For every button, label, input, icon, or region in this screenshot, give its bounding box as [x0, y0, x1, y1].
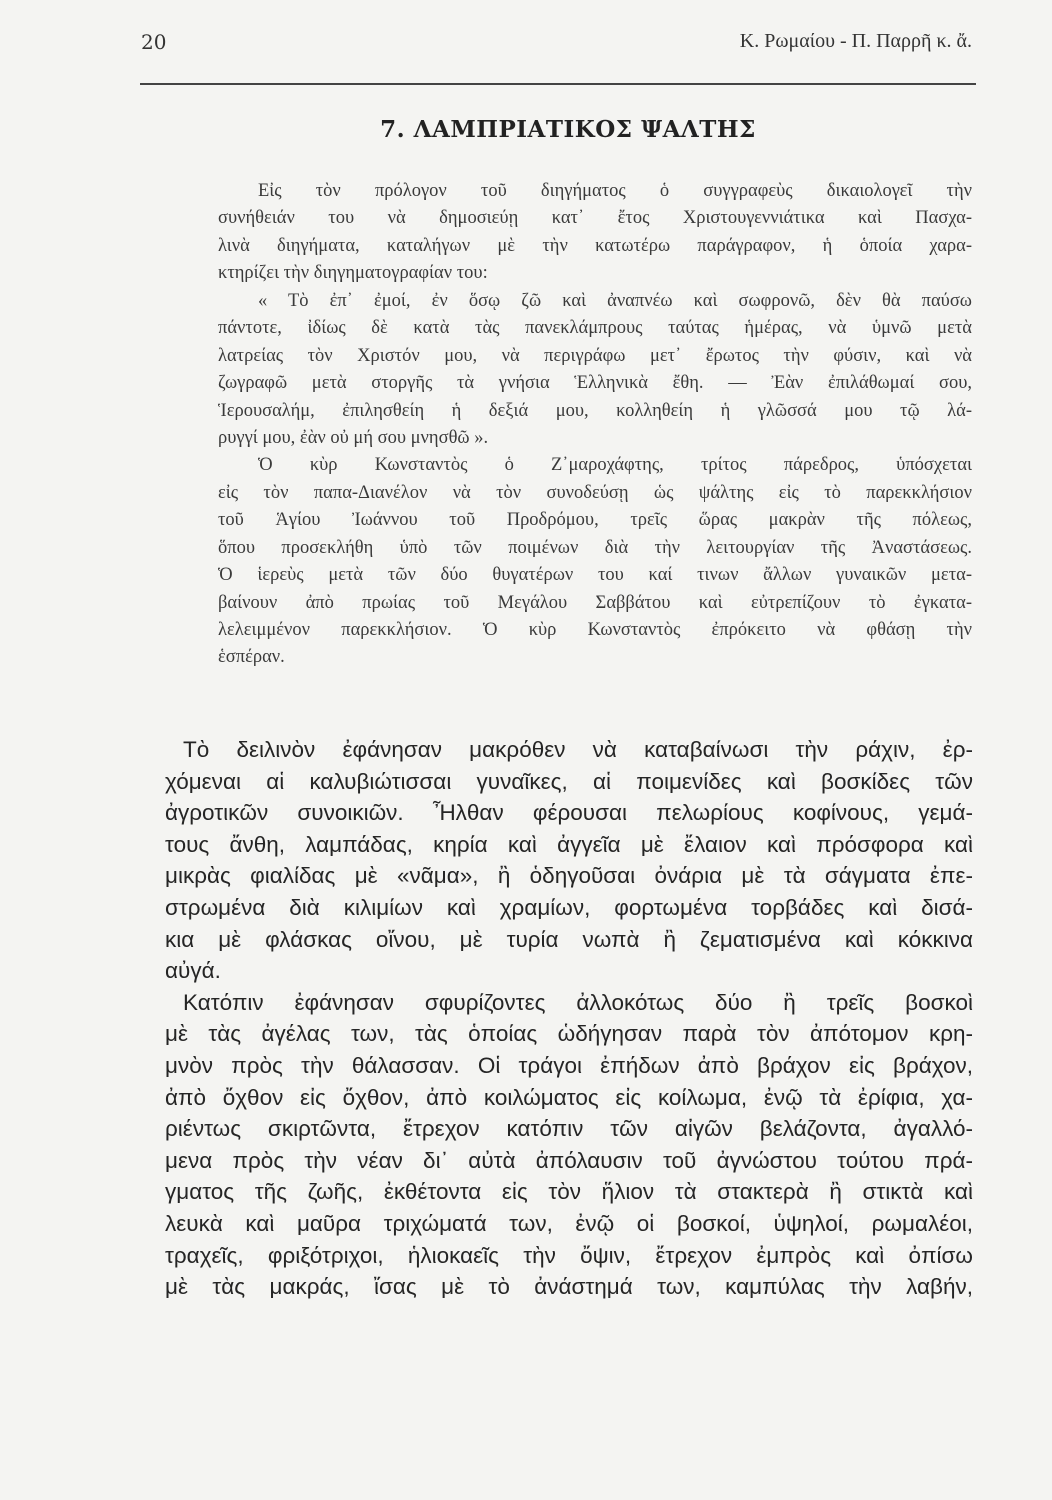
text-line: τραχεῖς, φριξότριχοι, ἡλιοκαεῖς τὴν ὄψιν, ἔτρεχον ἐμπρὸς καὶ ὀπίσω [165, 1242, 973, 1268]
paragraph [218, 178, 972, 288]
text-line: μνὸν πρὸς τὴν θάλασσαν. Οἱ τράγοι ἐπήδων ἀπὸ βράχον εἰς βράχον, [165, 1052, 973, 1078]
page-number: 20 [141, 30, 167, 54]
text-line: Ὁ ἱερεὺς μετὰ τῶν δύο θυγατέρων του καί τινων ἄλλων γυναικῶν μετα- [218, 565, 972, 586]
text-line: « Τὸ ἐπ᾽ ἐμοί, ἐν ὅσῳ ζῶ καὶ ἀναπνέω καὶ σωφρονῶ, δὲν θὰ παύσω [258, 290, 972, 311]
text-line: χόμεναι αἱ καλυβιώτισσαι γυναῖκες, αἱ ποιμενίδες καὶ βοσκίδες τῶν [165, 768, 973, 794]
text-line: λελειμμένον παρεκκλήσιον. Ὁ κὺρ Κωνσταντὸς ἐπρόκειτο νὰ φθάσῃ τὴν [218, 620, 972, 640]
text-line: τους ἄνθη, λαμπάδας, κηρία καὶ ἀγγεῖα μὲ ἔλαιον καὶ πρόσφορα καὶ [165, 831, 973, 857]
text-line: τοῦ Ἁγίου Ἰωάννου τοῦ Προδρόμου, τρεῖς ὥρας μακρὰν τῆς πόλεως, [218, 510, 972, 531]
text-line: Ἱερουσαλήμ, ἐπιλησθείη ἡ δεξιά μου, κολληθείη ἡ γλῶσσά μου τῷ λά- [218, 400, 972, 421]
text-line: Τὸ δειλινὸν ἐφάνησαν μακρόθεν νὰ καταβαίνωσι τὴν ράχιν, ἐρ- [183, 737, 973, 762]
text-line: γματος τῆς ζωῆς, ἐκθέτοντα εἰς τὸν ἥλιον τὰ στακτερὰ ἢ στικτὰ καὶ [165, 1179, 973, 1205]
text-line: κτηρίζει τὴν διηγηματογραφίαν του: [218, 263, 488, 284]
chapter-title: 7. ΛΑΜΠΡΙΑΤΙΚΟΣ ΨΑΛΤΗΣ [380, 116, 756, 143]
text-line: Κατόπιν ἐφάνησαν σφυρίζοντες ἀλλοκότως δύο ἢ τρεῖς βοσκοὶ [183, 989, 973, 1015]
text-line: αὐγά. [165, 958, 221, 984]
text-line: λατρείας τὸν Χριστόν μου, νὰ περιγράφω μετ᾽ ἔρωτος τὴν φύσιν, καὶ νὰ [218, 345, 972, 366]
intro-summary-section [218, 178, 972, 672]
text-line: ἀγροτικῶν συνοικιῶν. Ἦλθαν φέρουσαι πελωρίους κοφίνους, γεμά- [165, 800, 973, 826]
running-header-authors: Κ. Ρωμαίου - Π. Παρρῆ κ. ἄ. [739, 30, 972, 52]
text-line: εἰς τὸν παπα-Διανέλον νὰ τὸν συνοδεύσῃ ὡς ψάλτης εἰς τὸ παρεκκλήσιον [218, 482, 972, 503]
text-line: βαίνουν ἀπὸ πρωίας τοῦ Μεγάλου Σαββάτου καὶ εὐτρεπίζουν τὸ ἐγκατα- [218, 592, 972, 613]
paragraph [218, 452, 972, 672]
text-line: λινὰ διηγήματα, καταλήγων μὲ τὴν κατωτέρω παράγραφον, ἡ ὁποία χαρα- [218, 235, 972, 256]
text-line: πάντοτε, ἰδίως δὲ κατὰ τὰς πανεκλάμπρους ταύτας ἡμέρας, νὰ ὑμνῶ μετὰ [218, 318, 972, 339]
text-line: συνήθειάν του νὰ δημοσιεύῃ κατ᾽ ἔτος Χριστουγεννιάτικα καὶ Πασχα- [218, 208, 972, 229]
text-line: ζωγραφῶ μετὰ στοργῆς τὰ γνήσια Ἑλληνικὰ ἔθη. — Ἐὰν ἐπιλάθωμαί σου, [218, 373, 972, 394]
text-line: κια μὲ φλάσκας οἴνου, μὲ τυρία νωπὰ ἢ ζεματισμένα καὶ κόκκινα [165, 926, 973, 952]
paragraph [165, 734, 973, 987]
text-line: μικρὰς φιαλίδας μὲ «νᾶμα», ἢ ὁδηγοῦσαι ὀνάρια μὲ τὰ σάγματα ἐπε- [165, 863, 973, 889]
text-line: Εἰς τὸν πρόλογον τοῦ διηγήματος ὁ συγγραφεὺς δικαιολογεῖ τὴν [258, 181, 972, 201]
text-line: ἀπὸ ὄχθον εἰς ὄχθον, ἀπὸ κοιλώματος εἰς κοίλωμα, ἐνῷ τὰ ἐρίφια, χα- [165, 1084, 973, 1110]
header-rule [140, 83, 976, 85]
text-line: στρωμένα διὰ κιλιμίων καὶ χραμίων, φορτωμένα τορβάδες καὶ δισά- [165, 894, 973, 920]
paragraph [218, 288, 972, 453]
text-line: ρυγγί μου, ἐὰν οὐ μή σου μνησθῶ ». [218, 427, 489, 448]
text-line: λευκὰ καὶ μαῦρα τριχώματά των, ἐνῷ οἱ βοσκοί, ὑψηλοί, ρωμαλέοι, [165, 1210, 973, 1236]
text-line: μὲ τὰς μακράς, ἴσας μὲ τὸ ἀνάστημά των, καμπύλας τὴν λαβήν, [165, 1274, 973, 1300]
text-line: μὲ τὰς ἀγέλας των, τὰς ὁποίας ὡδήγησαν παρὰ τὸν ἀπότομον κρη- [165, 1021, 973, 1047]
text-line: μενα πρὸς τὴν νέαν δι᾽ αὐτὰ ἀπόλαυσιν τοῦ ἀγνώστου τούτου πρά- [165, 1147, 973, 1173]
text-line: ὅπου προσεκλήθη ὑπὸ τῶν ποιμένων διὰ τὴν λειτουργίαν τῆς Ἀναστάσεως. [218, 537, 972, 558]
text-line: Ὁ κὺρ Κωνσταντὸς ὁ Ζ᾽μαροχάφτης, τρίτος πάρεδρος, ὑπόσχεται [258, 455, 972, 476]
story-text-section [165, 734, 973, 1303]
paragraph [165, 987, 973, 1303]
text-line: ἑσπέραν. [218, 647, 285, 668]
text-line: ριέντως σκιρτῶντα, ἔτρεχον κατόπιν τῶν αἰγῶν βελάζοντα, ἀγαλλό- [165, 1116, 973, 1142]
